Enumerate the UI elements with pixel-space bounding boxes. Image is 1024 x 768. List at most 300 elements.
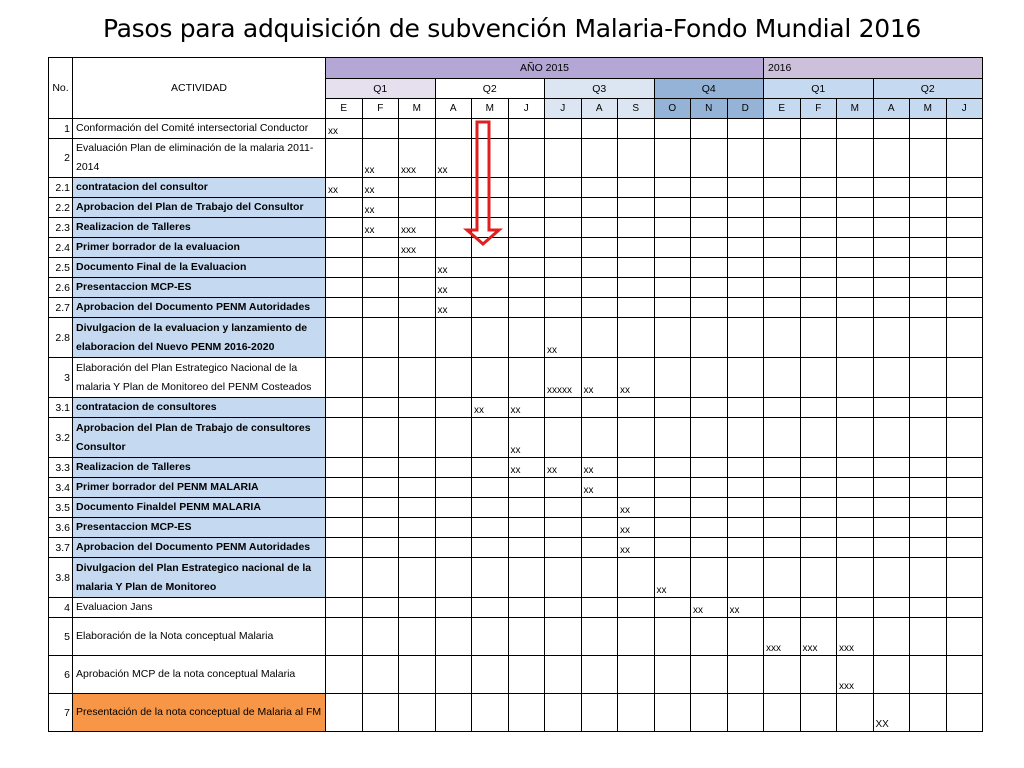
month-cell bbox=[691, 218, 728, 238]
month-cell bbox=[508, 119, 545, 139]
month-cell bbox=[691, 139, 728, 178]
activity-name: Documento Finaldel PENM MALARIA bbox=[73, 498, 326, 518]
month-cell bbox=[910, 218, 947, 238]
month-cell bbox=[581, 139, 618, 178]
month-cell bbox=[362, 498, 399, 518]
schedule-mark: XX bbox=[873, 694, 910, 732]
schedule-mark: xxx bbox=[837, 656, 874, 694]
month-cell bbox=[362, 398, 399, 418]
month-header: A bbox=[873, 99, 910, 119]
activity-name: Presentaccion MCP-ES bbox=[73, 278, 326, 298]
table-row bbox=[49, 258, 983, 278]
month-cell bbox=[654, 358, 691, 398]
quarter-header: Q4 bbox=[654, 79, 764, 99]
header-actividad: ACTIVIDAD bbox=[73, 58, 326, 119]
table-row bbox=[49, 278, 983, 298]
month-cell bbox=[362, 119, 399, 139]
month-cell bbox=[508, 238, 545, 258]
month-cell bbox=[326, 458, 363, 478]
month-cell bbox=[399, 518, 436, 538]
table-row bbox=[49, 298, 983, 318]
month-cell bbox=[326, 278, 363, 298]
month-cell bbox=[618, 238, 655, 258]
month-cell bbox=[946, 198, 983, 218]
month-cell bbox=[545, 478, 582, 498]
month-cell bbox=[435, 238, 472, 258]
month-cell bbox=[727, 358, 764, 398]
month-cell bbox=[435, 598, 472, 618]
month-cell bbox=[545, 656, 582, 694]
schedule-mark: xxx bbox=[800, 618, 837, 656]
month-cell bbox=[946, 694, 983, 732]
month-cell bbox=[910, 198, 947, 218]
month-cell bbox=[399, 498, 436, 518]
month-header: O bbox=[654, 99, 691, 119]
month-cell bbox=[837, 498, 874, 518]
month-cell bbox=[800, 298, 837, 318]
schedule-mark: xx bbox=[362, 139, 399, 178]
month-cell bbox=[508, 694, 545, 732]
month-cell bbox=[873, 656, 910, 694]
month-cell bbox=[472, 358, 509, 398]
slide-title: Pasos para adquisición de subvención Malaria-Fondo Mundial 2016 bbox=[102, 14, 922, 43]
row-number: 3.7 bbox=[49, 538, 73, 558]
month-cell bbox=[800, 538, 837, 558]
month-cell bbox=[764, 656, 801, 694]
month-cell bbox=[764, 198, 801, 218]
header-row-years bbox=[49, 58, 983, 79]
month-cell bbox=[910, 238, 947, 258]
month-cell bbox=[435, 218, 472, 238]
month-cell bbox=[399, 656, 436, 694]
month-cell bbox=[654, 418, 691, 458]
table-row bbox=[49, 694, 983, 732]
month-cell bbox=[764, 558, 801, 598]
month-cell bbox=[362, 694, 399, 732]
month-cell bbox=[727, 538, 764, 558]
month-cell bbox=[764, 318, 801, 358]
activity-name: Aprobación MCP de la nota conceptual Malaria bbox=[73, 656, 326, 694]
month-cell bbox=[362, 358, 399, 398]
month-cell bbox=[910, 656, 947, 694]
row-number: 3.5 bbox=[49, 498, 73, 518]
month-cell bbox=[764, 298, 801, 318]
month-cell bbox=[472, 558, 509, 598]
month-cell bbox=[472, 258, 509, 278]
month-cell bbox=[837, 119, 874, 139]
month-cell bbox=[362, 478, 399, 498]
month-cell bbox=[873, 318, 910, 358]
month-cell bbox=[581, 119, 618, 139]
month-cell bbox=[800, 119, 837, 139]
table-row bbox=[49, 198, 983, 218]
month-cell bbox=[873, 119, 910, 139]
month-cell bbox=[435, 418, 472, 458]
month-cell bbox=[764, 418, 801, 458]
month-cell bbox=[618, 618, 655, 656]
month-cell bbox=[472, 178, 509, 198]
schedule-mark: xxxxx bbox=[545, 358, 582, 398]
month-cell bbox=[910, 518, 947, 538]
month-cell bbox=[727, 218, 764, 238]
month-cell bbox=[435, 398, 472, 418]
month-header: F bbox=[800, 99, 837, 119]
month-cell bbox=[435, 178, 472, 198]
month-cell bbox=[508, 178, 545, 198]
table-row bbox=[49, 538, 983, 558]
month-cell bbox=[910, 258, 947, 278]
month-cell bbox=[873, 458, 910, 478]
month-cell bbox=[618, 139, 655, 178]
month-cell bbox=[946, 258, 983, 278]
month-cell bbox=[654, 538, 691, 558]
quarter-header: Q2 bbox=[873, 79, 983, 99]
month-cell bbox=[581, 318, 618, 358]
month-cell bbox=[800, 518, 837, 538]
month-cell bbox=[435, 538, 472, 558]
table-row bbox=[49, 518, 983, 538]
month-cell bbox=[873, 478, 910, 498]
month-cell bbox=[581, 598, 618, 618]
month-header: A bbox=[581, 99, 618, 119]
month-cell bbox=[764, 218, 801, 238]
month-cell bbox=[362, 458, 399, 478]
month-cell bbox=[946, 119, 983, 139]
month-cell bbox=[800, 478, 837, 498]
month-cell bbox=[508, 218, 545, 238]
table-row bbox=[49, 119, 983, 139]
row-number: 2 bbox=[49, 139, 73, 178]
month-cell bbox=[362, 418, 399, 458]
month-cell bbox=[508, 358, 545, 398]
schedule-mark: xx bbox=[435, 298, 472, 318]
month-cell bbox=[727, 258, 764, 278]
month-cell bbox=[764, 398, 801, 418]
month-cell bbox=[545, 238, 582, 258]
month-cell bbox=[691, 398, 728, 418]
month-cell bbox=[581, 298, 618, 318]
schedule-mark: xxx bbox=[399, 139, 436, 178]
month-cell bbox=[764, 278, 801, 298]
row-number: 4 bbox=[49, 598, 73, 618]
month-cell bbox=[618, 198, 655, 218]
month-cell bbox=[399, 318, 436, 358]
row-number: 6 bbox=[49, 656, 73, 694]
month-cell bbox=[946, 139, 983, 178]
month-cell bbox=[910, 694, 947, 732]
month-cell bbox=[837, 538, 874, 558]
month-cell bbox=[873, 418, 910, 458]
month-cell bbox=[581, 518, 618, 538]
month-cell bbox=[837, 694, 874, 732]
month-cell bbox=[399, 598, 436, 618]
month-cell bbox=[800, 694, 837, 732]
activity-name: contratacion del consultor bbox=[73, 178, 326, 198]
month-cell bbox=[399, 694, 436, 732]
month-header: M bbox=[910, 99, 947, 119]
month-cell bbox=[873, 198, 910, 218]
month-cell bbox=[618, 218, 655, 238]
month-header: N bbox=[691, 99, 728, 119]
month-cell bbox=[946, 318, 983, 358]
month-cell bbox=[545, 178, 582, 198]
month-cell bbox=[472, 318, 509, 358]
month-cell bbox=[581, 418, 618, 458]
month-cell bbox=[508, 498, 545, 518]
month-header: A bbox=[435, 99, 472, 119]
row-number: 3.4 bbox=[49, 478, 73, 498]
table-row bbox=[49, 498, 983, 518]
month-cell bbox=[910, 598, 947, 618]
month-cell bbox=[362, 598, 399, 618]
month-cell bbox=[764, 358, 801, 398]
month-cell bbox=[508, 598, 545, 618]
row-number: 3.6 bbox=[49, 518, 73, 538]
month-cell bbox=[508, 538, 545, 558]
activity-name: Divulgacion del Plan Estrategico nacional de la malaria Y Plan de Monitoreo bbox=[73, 558, 326, 598]
month-cell bbox=[472, 518, 509, 538]
month-cell bbox=[910, 478, 947, 498]
month-cell bbox=[472, 238, 509, 258]
month-cell bbox=[508, 318, 545, 358]
month-cell bbox=[800, 238, 837, 258]
month-cell bbox=[362, 298, 399, 318]
month-cell bbox=[435, 318, 472, 358]
month-cell bbox=[654, 458, 691, 478]
table-row bbox=[49, 458, 983, 478]
month-cell bbox=[435, 458, 472, 478]
month-cell bbox=[910, 358, 947, 398]
month-cell bbox=[545, 498, 582, 518]
month-cell bbox=[326, 298, 363, 318]
activity-name: Primer borrador de la evaluacion bbox=[73, 238, 326, 258]
month-cell bbox=[435, 656, 472, 694]
month-cell bbox=[800, 418, 837, 458]
month-cell bbox=[326, 198, 363, 218]
activity-name: Primer borrador del PENM MALARIA bbox=[73, 478, 326, 498]
month-cell bbox=[691, 238, 728, 258]
header-year-2015: AÑO 2015 bbox=[326, 58, 764, 79]
month-cell bbox=[837, 258, 874, 278]
month-cell bbox=[326, 478, 363, 498]
month-cell bbox=[873, 238, 910, 258]
row-number: 2.3 bbox=[49, 218, 73, 238]
table-row bbox=[49, 598, 983, 618]
activity-name: contratacion de consultores bbox=[73, 398, 326, 418]
month-cell bbox=[910, 298, 947, 318]
month-cell bbox=[435, 694, 472, 732]
month-cell bbox=[727, 694, 764, 732]
activity-name: Divulgacion de la evaluacion y lanzamiento de elaboracion del Nuevo PENM 2016-2020 bbox=[73, 318, 326, 358]
month-cell bbox=[837, 298, 874, 318]
month-cell bbox=[472, 278, 509, 298]
month-cell bbox=[654, 518, 691, 538]
month-cell bbox=[946, 398, 983, 418]
schedule-mark: xx bbox=[618, 498, 655, 518]
row-number: 2.6 bbox=[49, 278, 73, 298]
month-cell bbox=[362, 558, 399, 598]
month-cell bbox=[654, 656, 691, 694]
month-cell bbox=[472, 458, 509, 478]
month-cell bbox=[326, 656, 363, 694]
schedule-mark: xx bbox=[435, 139, 472, 178]
month-cell bbox=[691, 518, 728, 538]
month-cell bbox=[873, 178, 910, 198]
month-cell bbox=[910, 278, 947, 298]
table-row bbox=[49, 358, 983, 398]
month-header: M bbox=[837, 99, 874, 119]
schedule-mark: xx bbox=[362, 198, 399, 218]
activity-name: Realizacion de Talleres bbox=[73, 458, 326, 478]
month-cell bbox=[910, 538, 947, 558]
month-cell bbox=[654, 618, 691, 656]
month-cell bbox=[946, 598, 983, 618]
month-cell bbox=[727, 478, 764, 498]
month-cell bbox=[837, 398, 874, 418]
month-cell bbox=[545, 418, 582, 458]
month-cell bbox=[691, 198, 728, 218]
month-cell bbox=[873, 558, 910, 598]
activity-name: Conformación del Comité intersectorial Conductor bbox=[73, 119, 326, 139]
schedule-mark: xx bbox=[691, 598, 728, 618]
row-number: 3.8 bbox=[49, 558, 73, 598]
month-header: M bbox=[399, 99, 436, 119]
month-cell bbox=[654, 139, 691, 178]
month-cell bbox=[545, 218, 582, 238]
month-cell bbox=[545, 119, 582, 139]
month-cell bbox=[727, 178, 764, 198]
month-cell bbox=[362, 278, 399, 298]
month-cell bbox=[727, 119, 764, 139]
month-cell bbox=[873, 139, 910, 178]
month-cell bbox=[508, 258, 545, 278]
month-cell bbox=[946, 498, 983, 518]
month-cell bbox=[545, 598, 582, 618]
month-cell bbox=[946, 618, 983, 656]
month-cell bbox=[581, 558, 618, 598]
month-cell bbox=[326, 498, 363, 518]
month-cell bbox=[727, 498, 764, 518]
month-cell bbox=[727, 238, 764, 258]
month-cell bbox=[399, 258, 436, 278]
table-row bbox=[49, 558, 983, 598]
month-cell bbox=[362, 238, 399, 258]
activity-name: Aprobacion del Documento PENM Autoridades bbox=[73, 538, 326, 558]
month-cell bbox=[727, 298, 764, 318]
month-cell bbox=[727, 198, 764, 218]
month-cell bbox=[910, 618, 947, 656]
month-cell bbox=[946, 298, 983, 318]
schedule-mark: xx bbox=[654, 558, 691, 598]
month-cell bbox=[654, 694, 691, 732]
month-cell bbox=[837, 318, 874, 358]
month-cell bbox=[691, 618, 728, 656]
month-cell bbox=[873, 278, 910, 298]
schedule-mark: xx bbox=[362, 218, 399, 238]
month-cell bbox=[837, 358, 874, 398]
month-cell bbox=[727, 656, 764, 694]
month-cell bbox=[362, 258, 399, 278]
month-cell bbox=[472, 694, 509, 732]
month-cell bbox=[508, 618, 545, 656]
quarter-header: Q1 bbox=[764, 79, 874, 99]
header-year-2016: 2016 bbox=[764, 58, 983, 79]
month-cell bbox=[326, 218, 363, 238]
quarter-header: Q3 bbox=[545, 79, 655, 99]
month-cell bbox=[618, 318, 655, 358]
month-cell bbox=[837, 478, 874, 498]
month-cell bbox=[800, 498, 837, 518]
month-cell bbox=[727, 558, 764, 598]
row-number: 2.8 bbox=[49, 318, 73, 358]
month-cell bbox=[472, 298, 509, 318]
row-number: 3.1 bbox=[49, 398, 73, 418]
month-cell bbox=[326, 598, 363, 618]
month-cell bbox=[691, 258, 728, 278]
month-cell bbox=[326, 558, 363, 598]
month-cell bbox=[545, 558, 582, 598]
month-cell bbox=[399, 458, 436, 478]
schedule-mark: xxx bbox=[764, 618, 801, 656]
month-cell bbox=[837, 518, 874, 538]
month-cell bbox=[800, 318, 837, 358]
month-cell bbox=[399, 418, 436, 458]
month-cell bbox=[435, 358, 472, 398]
month-cell bbox=[764, 694, 801, 732]
month-cell bbox=[618, 694, 655, 732]
month-cell bbox=[581, 538, 618, 558]
table-row bbox=[49, 218, 983, 238]
month-cell bbox=[910, 458, 947, 478]
activity-name: Presentaccion MCP-ES bbox=[73, 518, 326, 538]
month-cell bbox=[399, 398, 436, 418]
month-cell bbox=[326, 139, 363, 178]
month-cell bbox=[910, 558, 947, 598]
month-cell bbox=[399, 558, 436, 598]
month-cell bbox=[545, 298, 582, 318]
month-cell bbox=[837, 558, 874, 598]
schedule-mark: xx bbox=[618, 518, 655, 538]
month-cell bbox=[435, 498, 472, 518]
month-cell bbox=[764, 458, 801, 478]
month-cell bbox=[910, 139, 947, 178]
month-header: F bbox=[362, 99, 399, 119]
month-cell bbox=[727, 278, 764, 298]
month-cell bbox=[764, 478, 801, 498]
month-cell bbox=[910, 318, 947, 358]
month-cell bbox=[910, 178, 947, 198]
month-cell bbox=[472, 119, 509, 139]
month-cell bbox=[545, 398, 582, 418]
month-cell bbox=[800, 278, 837, 298]
month-header: E bbox=[326, 99, 363, 119]
schedule-mark: xx bbox=[326, 178, 363, 198]
month-cell bbox=[946, 518, 983, 538]
month-cell bbox=[581, 398, 618, 418]
month-cell bbox=[399, 278, 436, 298]
month-cell bbox=[618, 558, 655, 598]
activity-name: Presentación de la nota conceptual de Malaria al FM bbox=[73, 694, 326, 732]
month-cell bbox=[508, 139, 545, 178]
month-cell bbox=[435, 618, 472, 656]
month-header: J bbox=[545, 99, 582, 119]
month-cell bbox=[326, 398, 363, 418]
month-cell bbox=[764, 518, 801, 538]
row-number: 2.5 bbox=[49, 258, 73, 278]
row-number: 3.2 bbox=[49, 418, 73, 458]
month-cell bbox=[691, 298, 728, 318]
row-number: 1 bbox=[49, 119, 73, 139]
